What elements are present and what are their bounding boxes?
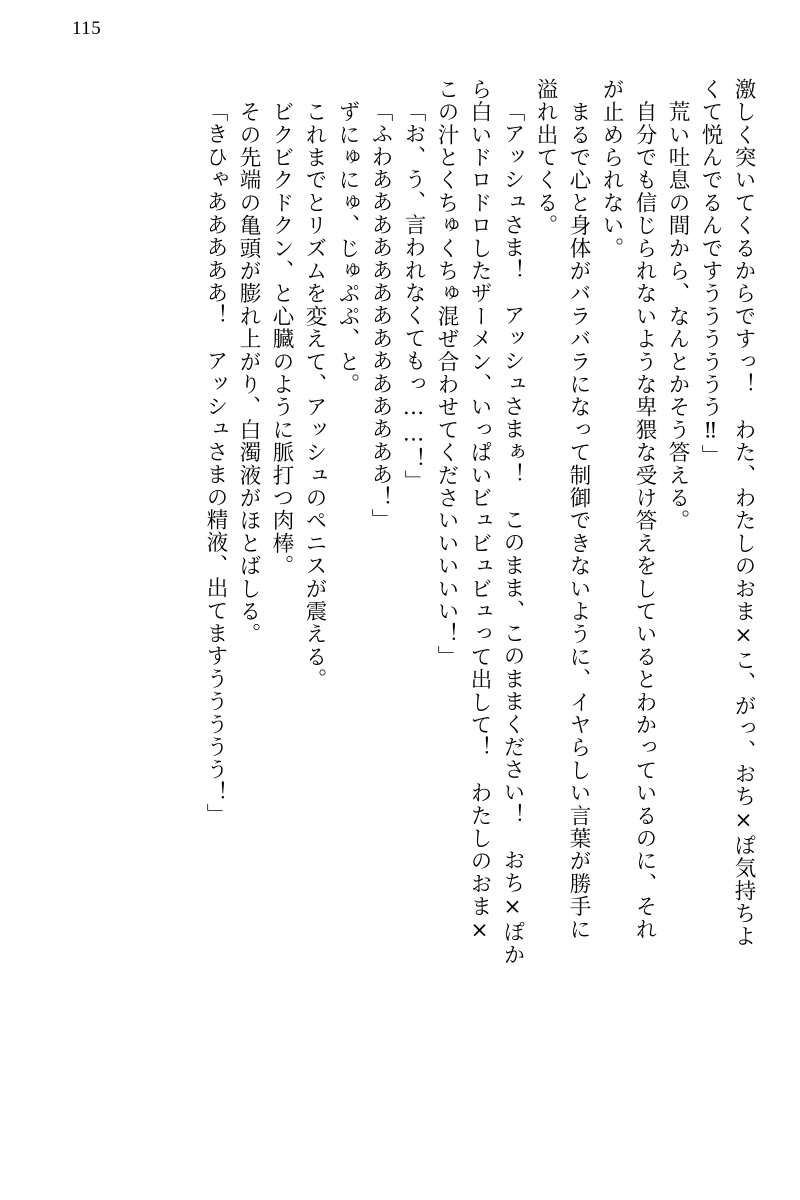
vertical-text-body	[48, 78, 754, 1152]
text-line: くて悦んでるんですうううううう‼」	[698, 78, 723, 468]
text-line: 「ふわああああああああああああああ！」	[368, 100, 393, 532]
text-line: この汁とくちゅくちゅ混ぜ合わせてくださいいいいい！」	[434, 78, 459, 669]
text-line: ビクビクドクン、と心臓のように脈打つ肉棒。	[269, 78, 294, 578]
text-line: が止められない。	[599, 78, 624, 260]
text-line: 「きひゃあああああ！ アッシュさまの精液、出てますううううう！」	[203, 100, 228, 827]
text-line: 溢れ出てくる。	[533, 78, 558, 237]
text-line: これまでとリズムを変えて、アッシュのペニスが震える。	[302, 78, 327, 691]
text-line: ら白いドロドロしたザーメン、いっぱいビュビュビュって出して！ わたしのおま×	[467, 78, 492, 945]
page-number: 115	[72, 18, 102, 39]
text-line: まるで心と身体がバラバラになって制御できないように、イヤらしい言葉が勝手に	[566, 78, 591, 941]
text-line: 激しく突いてくるからですっ！ わた、わたしのおま×こ、がっ、おち×ぽ気持ちよ	[731, 78, 756, 948]
text-line: ずにゅにゅ、じゅぷぷ、と。	[335, 78, 360, 396]
text-line: 「アッシュさま！ アッシュさまぁ！ このまま、このままください！ おち×ぽか	[500, 100, 525, 967]
text-line: 自分でも信じられないような卑猥な受け答えをしているとわかっているのに、それ	[632, 78, 657, 941]
text-line: その先端の亀頭が膨れ上がり、白濁液がほとばしる。	[236, 78, 261, 646]
text-line: 「お、う、言われなくてもっ……！」	[401, 100, 426, 493]
text-line: 荒い吐息の間から、なんとかそう答える。	[665, 78, 690, 532]
